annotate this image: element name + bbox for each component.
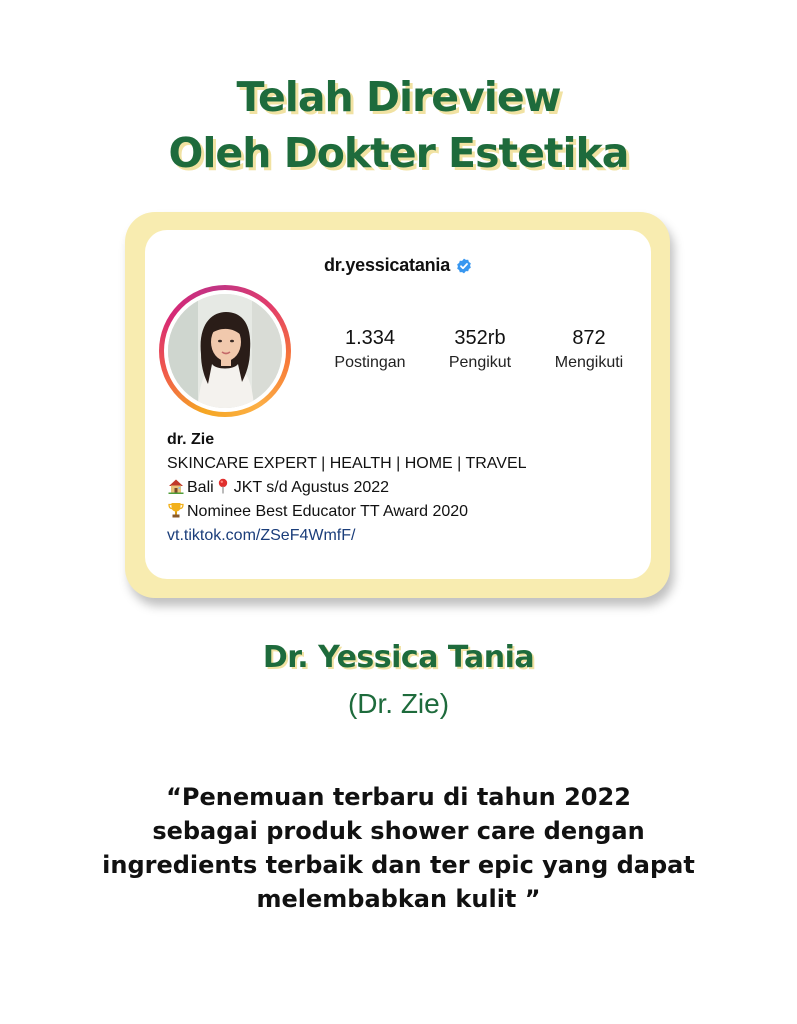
avatar [168, 294, 282, 408]
bio-tagline: SKINCARE EXPERT | HEALTH | HOME | TRAVEL [167, 455, 527, 472]
verified-badge-icon [456, 258, 472, 279]
doctor-alias: (Dr. Zie) [347, 688, 450, 719]
stat-posts-label: Postingan [334, 354, 406, 371]
stat-following-value: 872 [572, 327, 606, 349]
bio-location-jkt: JKT s/d Agustus 2022 [233, 479, 390, 496]
bio-location-line [167, 476, 637, 500]
bio-location-bali: Bali [187, 479, 214, 496]
bio-link[interactable]: vt.tiktok.com/ZSeF4WmfF/ [167, 527, 356, 544]
stat-followers-label: Pengikut [448, 354, 512, 371]
pin-icon [214, 477, 232, 495]
stat-posts[interactable] [325, 326, 415, 374]
stat-following-label: Mengikuti [554, 354, 624, 371]
trophy-icon [167, 501, 185, 519]
profile-bio [167, 428, 637, 548]
quote-line-2: sebagai produk shower care dengan [152, 817, 645, 845]
stat-following[interactable] [539, 326, 639, 374]
quote-line-4: melembabkan kulit ” [256, 885, 541, 913]
quote-line-1: “Penemuan terbaru di tahun 2022 [166, 783, 631, 811]
bio-award-line [167, 500, 637, 524]
profile-card-frame [125, 212, 670, 598]
testimonial-quote [0, 780, 797, 916]
profile-handle-row [145, 255, 651, 279]
quote-line-3: ingredients terbaik dan ter epic yang dapat [102, 851, 695, 879]
stat-followers-value: 352rb [454, 327, 506, 349]
profile-handle[interactable]: dr.yessicatania [323, 255, 451, 275]
bio-display-name: dr. Zie [167, 431, 215, 448]
avatar-story-ring[interactable] [159, 285, 291, 417]
bio-award: Nominee Best Educator TT Award 2020 [187, 503, 469, 520]
headline-line-1: Telah Direview [236, 73, 561, 121]
profile-card [145, 230, 651, 579]
house-icon [167, 477, 185, 495]
stat-posts-value: 1.334 [344, 327, 396, 349]
headline-line-2: Oleh Dokter Estetika [168, 129, 629, 177]
stat-followers[interactable] [435, 326, 525, 374]
doctor-name: Dr. Yessica Tania [262, 640, 535, 675]
